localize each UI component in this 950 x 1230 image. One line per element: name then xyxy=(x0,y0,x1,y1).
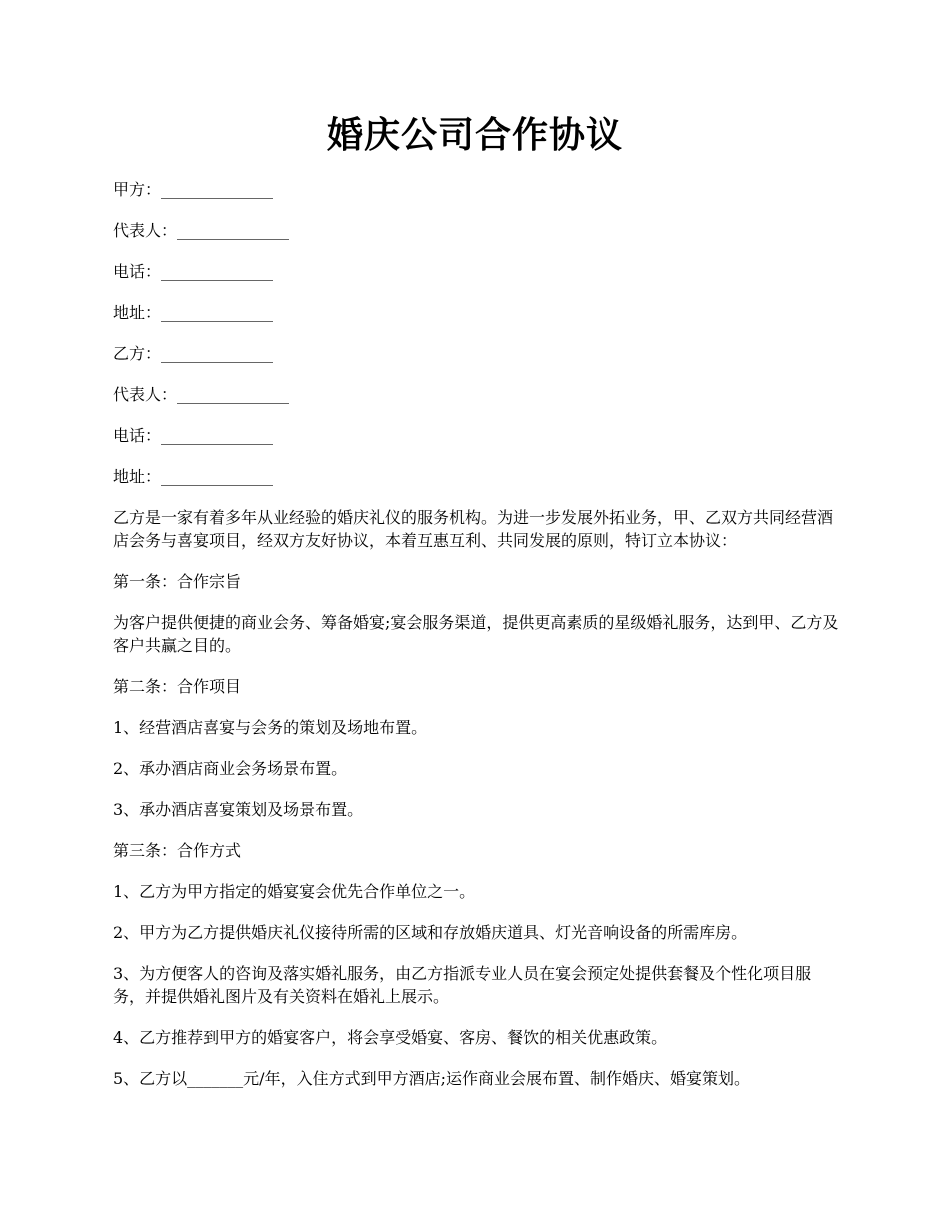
article-3-item: 3、为方便客人的咨询及落实婚礼服务，由乙方指派专业人员在宴会预定处提供套餐及个性化项目服务，并提供婚礼图片及有关资料在婚礼上展示。 xyxy=(113,964,812,1006)
party-b-phone-field: 电话：______________ xyxy=(113,426,274,445)
article-1-heading: 第一条：合作宗旨 xyxy=(113,572,242,591)
party-a-phone-field: 电话：______________ xyxy=(113,262,274,281)
article-3-item: 1、乙方为甲方指定的婚宴宴会优先合作单位之一。 xyxy=(113,882,476,901)
article-3-heading: 第三条：合作方式 xyxy=(113,841,242,860)
article-2-item: 1、经营酒店喜宴与会务的策划及场地布置。 xyxy=(113,718,428,737)
article-2-item: 2、承办酒店商业会务场景布置。 xyxy=(113,759,348,778)
document-body xyxy=(113,178,843,1108)
party-a-address-field: 地址：______________ xyxy=(113,303,274,322)
party-b-representative-field: 代表人：______________ xyxy=(113,385,290,404)
article-2-item: 3、承办酒店喜宴策划及场景布置。 xyxy=(113,800,364,819)
party-a-name-field: 甲方：______________ xyxy=(113,180,274,199)
article-3-item: 5、乙方以_______元/年，入住方式到甲方酒店;运作商业会展布置、制作婚庆、婚宴策划。 xyxy=(113,1069,750,1088)
party-b-address-field: 地址：______________ xyxy=(113,467,274,486)
party-a-representative-field: 代表人：______________ xyxy=(113,221,290,240)
article-3-item: 4、乙方推荐到甲方的婚宴客户，将会享受婚宴、客房、餐饮的相关优惠政策。 xyxy=(113,1028,668,1047)
party-b-name-field: 乙方：______________ xyxy=(113,344,274,363)
article-2-heading: 第二条：合作项目 xyxy=(113,677,242,696)
document-title: 婚庆公司合作协议 xyxy=(326,114,623,156)
article-1-text: 为客户提供便捷的商业会务、筹备婚宴;宴会服务渠道，提供更高素质的星级婚礼服务，达到甲、乙方及客户共赢之目的。 xyxy=(113,613,839,655)
intro-paragraph: 乙方是一家有着多年从业经验的婚庆礼仪的服务机构。为进一步发展外拓业务，甲、乙双方共同经营酒店会务与喜宴项目，经双方友好协议，本着互惠互利、共同发展的原则，特订立本协议： xyxy=(113,508,834,550)
article-3-item: 2、甲方为乙方提供婚庆礼仪接待所需的区域和存放婚庆道具、灯光音响设备的所需库房。 xyxy=(113,923,748,942)
